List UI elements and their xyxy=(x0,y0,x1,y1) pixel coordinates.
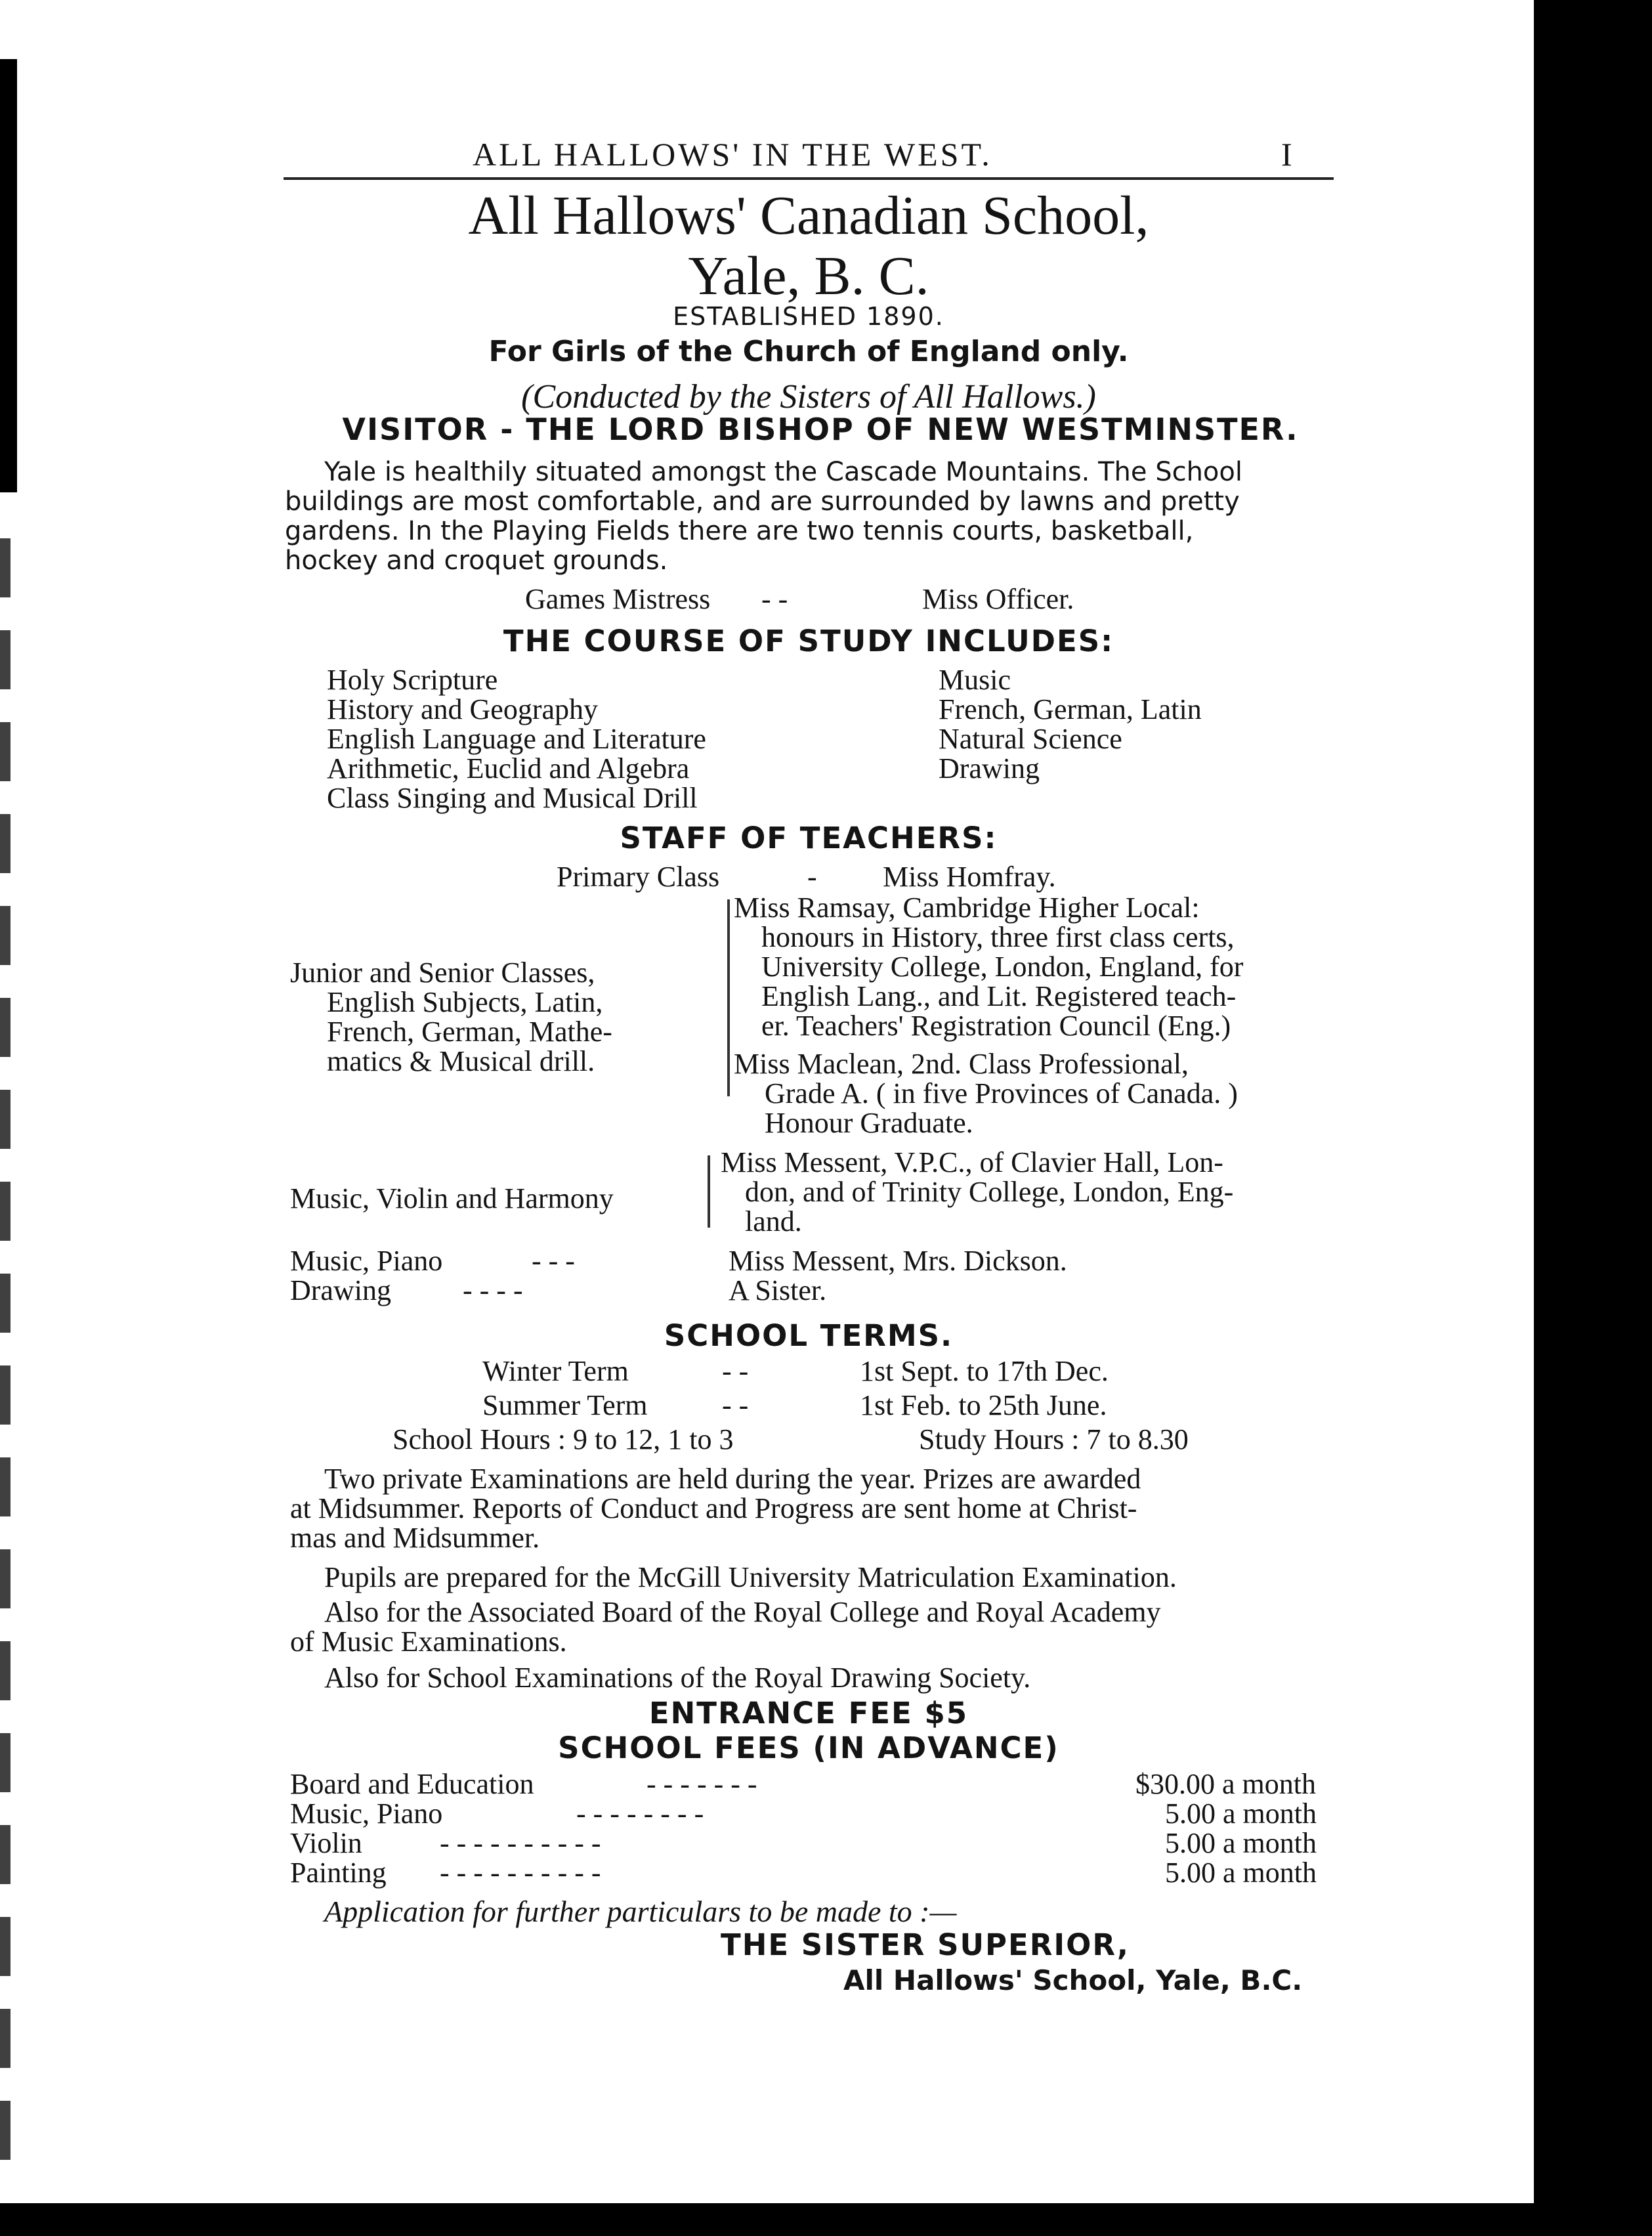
established-line: ESTABLISHED 1890. xyxy=(673,302,944,331)
course-subject: French, German, Latin xyxy=(939,693,1202,725)
teacher-detail: er. Teachers' Registration Council (Eng.) xyxy=(761,1010,1231,1042)
games-dashes: - - xyxy=(761,583,788,615)
primary-dash: - xyxy=(807,861,817,893)
exams-line: mas and Midsummer. xyxy=(290,1522,540,1554)
running-title: ALL HALLOWS' IN THE WEST. xyxy=(473,136,992,173)
fee-label: Board and Education xyxy=(290,1768,534,1800)
brace xyxy=(708,1155,710,1228)
piano-dashes: - - - xyxy=(532,1245,575,1277)
junior-classes: matics & Musical drill. xyxy=(327,1045,595,1077)
intro-line: gardens. In the Playing Fields there are two tennis courts, basketball, xyxy=(285,516,1194,546)
winter-label: Winter Term xyxy=(482,1355,629,1387)
associated-line: Also for the Associated Board of the Royal College and Royal Academy xyxy=(324,1596,1161,1628)
winter-dashes: - - xyxy=(722,1355,749,1387)
exams-line: at Midsummer. Reports of Conduct and Progress are sent home at Christ- xyxy=(290,1492,1137,1524)
scan-edge-left-lower xyxy=(0,538,11,2166)
mcgill-line: Pupils are prepared for the McGill University Matriculation Examination. xyxy=(324,1561,1177,1593)
piano-label: Music, Piano xyxy=(290,1245,443,1277)
course-subject: Drawing xyxy=(939,752,1040,785)
address-line: All Hallows' School, Yale, B.C. xyxy=(843,1964,1303,1996)
teacher-detail: honours in History, three first class certs, xyxy=(761,921,1235,953)
drawing-dashes: - - - - xyxy=(463,1274,523,1306)
header-rule xyxy=(284,177,1334,180)
fee-dashes: - - - - - - - - - - xyxy=(440,1827,601,1859)
conducted-line: (Conducted by the Sisters of All Hallows.) xyxy=(521,378,1096,416)
fee-amount: $30.00 a month xyxy=(1135,1768,1316,1800)
summer-value: 1st Feb. to 25th June. xyxy=(860,1389,1107,1421)
teacher-detail: Miss Messent, V.P.C., of Clavier Hall, Lon- xyxy=(721,1146,1223,1178)
course-subject: Holy Scripture xyxy=(327,664,498,696)
course-subject: English Language and Literature xyxy=(327,723,706,755)
course-subject: History and Geography xyxy=(327,693,599,725)
course-subject: Natural Science xyxy=(939,723,1122,755)
intro-paragraph xyxy=(285,457,1335,576)
scan-edge-right xyxy=(1534,0,1652,2236)
violin-label: Music, Violin and Harmony xyxy=(290,1182,614,1215)
intro-line: buildings are most comfortable, and are surrounded by lawns and pretty xyxy=(285,486,1240,517)
fee-amount: 5.00 a month xyxy=(1165,1827,1317,1859)
fee-dashes: - - - - - - - - - - xyxy=(440,1857,601,1889)
primary-label: Primary Class xyxy=(557,861,720,893)
fee-dashes: - - - - - - - - xyxy=(576,1797,704,1830)
junior-classes: Junior and Senior Classes, xyxy=(290,957,595,989)
fee-label: Painting xyxy=(290,1857,387,1889)
winter-value: 1st Sept. to 17th Dec. xyxy=(860,1355,1109,1387)
junior-classes: English Subjects, Latin, xyxy=(327,986,603,1018)
fee-label: Violin xyxy=(290,1827,362,1859)
entrance-fee: ENTRANCE FEE $5 xyxy=(648,1696,969,1731)
teacher-detail: University College, London, England, for xyxy=(761,951,1244,983)
teacher-detail: don, and of Trinity College, London, Eng- xyxy=(745,1176,1234,1208)
school-hours: School Hours : 9 to 12, 1 to 3 xyxy=(392,1423,734,1455)
games-value: Miss Officer. xyxy=(922,583,1074,615)
primary-value: Miss Homfray. xyxy=(883,861,1056,893)
teacher-detail: English Lang., and Lit. Registered teach- xyxy=(761,980,1237,1012)
staff-heading: STAFF OF TEACHERS: xyxy=(620,821,998,855)
drawing-value: A Sister. xyxy=(729,1274,827,1306)
fee-amount: 5.00 a month xyxy=(1165,1857,1317,1889)
page-title: All Hallows' Canadian School, xyxy=(468,185,1149,246)
drawing-label: Drawing xyxy=(290,1274,391,1306)
page-title-location: Yale, B. C. xyxy=(688,246,929,307)
associated-line: of Music Examinations. xyxy=(290,1625,567,1658)
subtitle: For Girls of the Church of England only. xyxy=(488,335,1129,368)
study-hours: Study Hours : 7 to 8.30 xyxy=(919,1423,1189,1455)
fee-label: Music, Piano xyxy=(290,1797,443,1830)
brace xyxy=(727,899,730,1096)
fee-dashes: - - - - - - - xyxy=(646,1768,757,1800)
course-subject: Class Singing and Musical Drill xyxy=(327,782,698,814)
visitor-line: VISITOR - THE LORD BISHOP OF NEW WESTMINSTER. xyxy=(342,412,1299,447)
junior-classes: French, German, Mathe- xyxy=(327,1016,612,1048)
course-subject: Music xyxy=(939,664,1011,696)
teacher-detail: Miss Ramsay, Cambridge Higher Local: xyxy=(734,892,1200,924)
exams-line: Two private Examinations are held during the year. Prizes are awarded xyxy=(324,1463,1141,1495)
sister-superior: THE SISTER SUPERIOR, xyxy=(721,1927,1130,1962)
course-heading: THE COURSE OF STUDY INCLUDES: xyxy=(503,624,1114,658)
intro-line: hockey and croquet grounds. xyxy=(285,546,668,576)
scan-edge-bottom xyxy=(0,2203,1652,2236)
course-subject: Arithmetic, Euclid and Algebra xyxy=(327,752,690,785)
drawing-society-line: Also for School Examinations of the Royal Drawing Society. xyxy=(324,1662,1031,1694)
terms-heading: SCHOOL TERMS. xyxy=(664,1318,954,1353)
games-label: Games Mistress xyxy=(525,583,711,615)
application-line: Application for further particulars to be made to :— xyxy=(324,1895,957,1928)
intro-line: Yale is healthily situated amongst the Cascade Mountains. The School xyxy=(324,457,1242,487)
teacher-detail: Miss Maclean, 2nd. Class Professional, xyxy=(734,1048,1189,1080)
piano-value: Miss Messent, Mrs. Dickson. xyxy=(729,1245,1067,1277)
summer-label: Summer Term xyxy=(482,1389,648,1421)
fee-amount: 5.00 a month xyxy=(1165,1797,1317,1830)
scan-edge-left xyxy=(0,59,17,492)
summer-dashes: - - xyxy=(722,1389,749,1421)
teacher-detail: land. xyxy=(745,1205,802,1237)
teacher-detail: Honour Graduate. xyxy=(765,1107,973,1139)
page-number: I xyxy=(1281,136,1292,173)
teacher-detail: Grade A. ( in five Provinces of Canada. ) xyxy=(765,1077,1238,1109)
fees-heading: SCHOOL FEES (IN ADVANCE) xyxy=(558,1731,1059,1765)
